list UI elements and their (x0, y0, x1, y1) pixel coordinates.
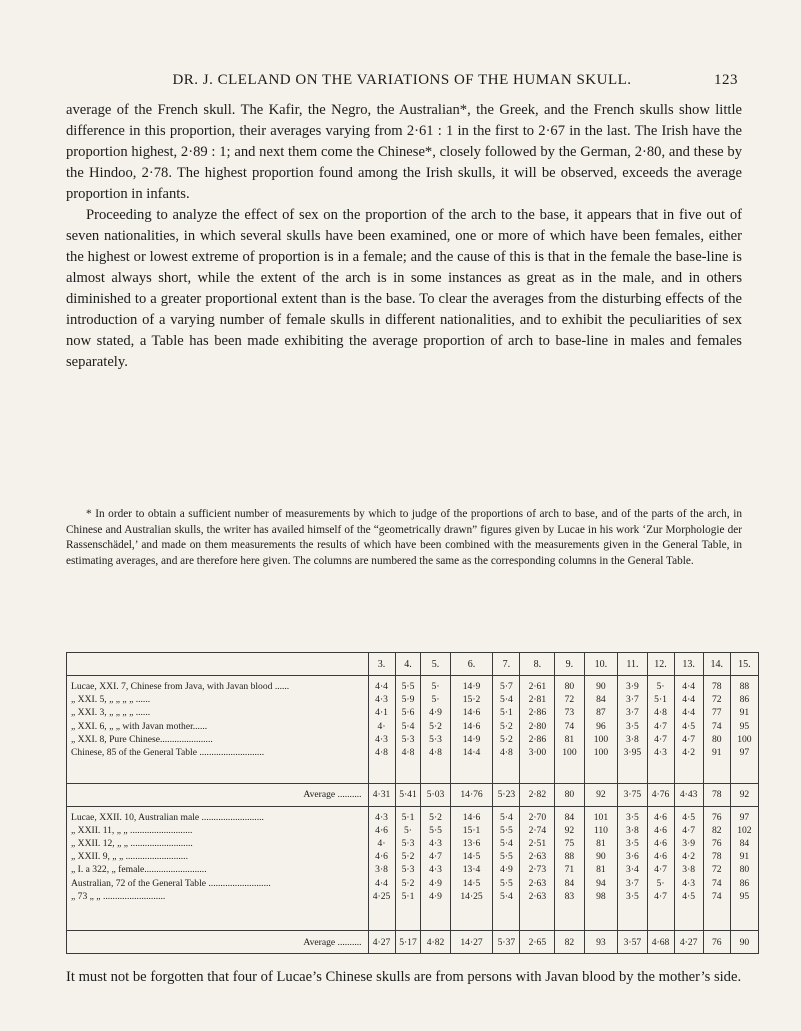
cell-value: 80 (712, 733, 722, 745)
value-cell (555, 676, 584, 784)
cell-value: 74 (712, 877, 722, 889)
value-cell (584, 676, 618, 784)
cell-value: 98 (596, 890, 606, 902)
cell-value: 97 (739, 747, 750, 759)
cell-value: 5·4 (500, 837, 513, 849)
cell-value: 5·2 (401, 851, 415, 863)
cell-value: 4·6 (654, 851, 667, 863)
value-cell (421, 676, 450, 784)
cell-value: 5·5 (500, 877, 513, 889)
row-label: „ XXI. 5, „ „ „ „ ...... (71, 694, 151, 706)
cell-value: 74 (564, 720, 575, 732)
cell-value: 88 (564, 851, 575, 863)
running-header (66, 72, 738, 89)
cell-value: 3·7 (626, 877, 639, 889)
body-text (66, 100, 742, 373)
column-header: 12. (647, 653, 674, 676)
cell-value: 2·81 (528, 694, 547, 706)
cell-value: 2·80 (528, 720, 547, 732)
average-value: 5·03 (421, 783, 450, 806)
cell-value: 3·5 (626, 720, 639, 732)
value-cell (450, 676, 493, 784)
average-value: 5·17 (395, 931, 421, 954)
cell-value: 4·3 (375, 811, 388, 823)
average-label: Average .......... (67, 931, 369, 954)
row-labels-cell (67, 806, 369, 930)
cell-value: 5·5 (500, 824, 513, 836)
value-cell (674, 806, 703, 930)
cell-value: 4·5 (682, 811, 696, 823)
cell-value: 14·9 (462, 681, 481, 692)
cell-value: 5·2 (429, 720, 442, 732)
cell-value: 91 (739, 707, 750, 719)
cell-value: 4·1 (375, 707, 388, 719)
cell-value: 2·70 (528, 811, 547, 823)
column-header: 8. (520, 653, 555, 676)
cell-value: 72 (712, 864, 722, 876)
cell-value: 97 (739, 811, 750, 823)
cell-value: 76 (712, 811, 722, 823)
cell-value: 15·2 (462, 694, 481, 706)
value-cell (703, 676, 730, 784)
cell-value: 100 (562, 747, 577, 759)
cell-value: 3·9 (682, 837, 696, 849)
cell-value: 4·9 (500, 864, 513, 876)
value-cell (395, 806, 421, 930)
cell-value: 5·3 (401, 864, 415, 876)
cell-value: 14·5 (462, 877, 481, 889)
cell-value: 14·6 (462, 707, 481, 719)
row-label: Lucae, XXII. 10, Australian male .......................... (71, 811, 264, 823)
average-value: 3·75 (618, 783, 647, 806)
cell-value: 4·3 (654, 747, 667, 759)
cell-value: 14·6 (462, 720, 481, 732)
cell-value: 4·4 (682, 694, 696, 706)
cell-value: 4·9 (429, 877, 442, 889)
cell-value: 77 (712, 707, 722, 719)
cell-value: 4·7 (654, 720, 667, 732)
cell-value: 2·86 (528, 707, 547, 719)
average-label: Average .......... (67, 783, 369, 806)
running-title: DR. J. CLELAND ON THE VARIATIONS OF THE HUMAN SKULL. (172, 72, 632, 88)
cell-value: 4·3 (375, 694, 388, 706)
cell-value: 4·8 (401, 747, 415, 759)
cell-value: 81 (596, 864, 606, 876)
cell-value: 5·7 (500, 681, 513, 692)
cell-value: 2·63 (528, 851, 547, 863)
cell-value: 5· (403, 824, 412, 836)
cell-value: 3·95 (623, 747, 642, 759)
cell-value: 14·5 (462, 851, 481, 863)
cell-value: 5·1 (500, 707, 513, 719)
cell-value: 5·1 (401, 811, 415, 823)
cell-value: 4·5 (682, 890, 696, 902)
cell-value: 4·5 (682, 720, 696, 732)
measurement-table (66, 652, 759, 954)
column-header: 13. (674, 653, 703, 676)
cell-value: 84 (564, 877, 575, 889)
cell-value: 4·7 (654, 733, 667, 745)
cell-value: 5·2 (500, 733, 513, 745)
row-label: „ XXI. 6, „ „ with Javan mother...... (71, 720, 208, 732)
row-label: „ I. a 322, „ female.......................... (71, 864, 207, 876)
cell-value: 2·74 (528, 824, 547, 836)
column-header: 6. (450, 653, 493, 676)
value-cell (493, 676, 520, 784)
row-label: Australian, 72 of the General Table .......................... (71, 877, 271, 889)
cell-value: 5·3 (401, 837, 415, 849)
paragraph: Proceeding to analyze the effect of sex on the proportion of the arch to the base, it appears that in five out of seven nationalities, in which several skulls have been examined, one or more of which have been females, either the highest or lowest extreme of proportion is in a female; and the cause of this is that in the female the base-line is almost always short, while the extent of the arch is in some instances as great as in the male, and in others diminished to a greater proportional extent than is the base. To clear the averages from the disturbing effects of the introduction of a varying number of female skulls in different nationalities, and to exhibit the peculiarities of sex now stated, a Table has been made exhibiting the average proportion of arch to base-line in males and females separately. (66, 207, 742, 370)
cell-value: 5·3 (401, 733, 415, 745)
cell-value: 4·7 (682, 824, 696, 836)
cell-value: 101 (593, 811, 609, 823)
cell-value: 4·7 (654, 864, 667, 876)
cell-value: 5·4 (401, 720, 415, 732)
page-number: 123 (714, 72, 738, 88)
cell-value: 92 (564, 824, 575, 836)
cell-value: 4·6 (654, 837, 667, 849)
cell-value: 95 (739, 720, 750, 732)
cell-value: 3·5 (626, 890, 639, 902)
average-value: 2·82 (520, 783, 555, 806)
cell-value: 13·4 (462, 864, 481, 876)
row-label: „ XXII. 9, „ „ .......................... (71, 851, 188, 863)
value-cell (584, 806, 618, 930)
value-cell (618, 806, 647, 930)
cell-value: 2·51 (528, 837, 547, 849)
cell-value: 84 (564, 811, 575, 823)
cell-value: 14·25 (460, 890, 483, 902)
average-value: 4·31 (368, 783, 395, 806)
cell-value: 3·6 (626, 851, 639, 863)
average-value: 5·23 (493, 783, 520, 806)
cell-value: 5·5 (401, 681, 415, 692)
cell-value: 3·8 (626, 733, 639, 745)
cell-value: 4·8 (375, 747, 388, 759)
column-header: 10. (584, 653, 618, 676)
cell-value: 4·7 (654, 890, 667, 902)
row-label: Chinese, 85 of the General Table ........................... (71, 747, 265, 759)
cell-value: 73 (564, 707, 575, 719)
cell-value: 3·5 (626, 837, 639, 849)
cell-value: 2·86 (528, 733, 547, 745)
value-cell (421, 806, 450, 930)
cell-value: 3·7 (626, 707, 639, 719)
cell-value: 78 (712, 681, 722, 692)
average-value: 4·68 (647, 931, 674, 954)
cell-value: 4·9 (429, 890, 442, 902)
cell-value: 4·7 (429, 851, 442, 863)
cell-value: 110 (593, 824, 608, 836)
header-row (67, 653, 759, 676)
cell-value: 102 (737, 824, 752, 836)
cell-value: 94 (596, 877, 606, 889)
cell-value: 5·1 (654, 694, 667, 706)
column-header: 7. (493, 653, 520, 676)
cell-value: 74 (712, 890, 722, 902)
cell-value: 4·4 (682, 681, 696, 692)
column-header: 15. (730, 653, 758, 676)
paragraph: average of the French skull. The Kafir, the Negro, the Australian*, the Greek, and the French skulls show little difference in this proportion, their averages varying from 2·61 : 1 in the first to 2·67 in the last. The Irish have the proportion highest, 2·89 : 1; and next them come the Chinese*, closely followed by the German, 2·80, and these by the Hindoo, 2·78. The highest proportion found among the Irish skulls, it will be observed, exceeds the average proportion in infants. (66, 102, 742, 202)
cell-value: 81 (564, 733, 575, 745)
average-value: 4·27 (674, 931, 703, 954)
cell-value: 4·25 (372, 890, 391, 902)
average-value: 4·76 (647, 783, 674, 806)
cell-value: 5·4 (500, 694, 513, 706)
closing-paragraph: It must not be forgotten that four of Lucae’s Chinese skulls are from persons with Javan blood by the mother’s side. (66, 969, 742, 985)
cell-value: 82 (712, 824, 722, 836)
cell-value: 90 (596, 851, 606, 863)
value-cell (555, 806, 584, 930)
cell-value: 4·4 (375, 681, 388, 692)
average-value: 92 (584, 783, 618, 806)
cell-value: 95 (739, 890, 750, 902)
cell-value: 5·2 (401, 877, 415, 889)
cell-value: 4·8 (429, 747, 442, 759)
value-cell (520, 676, 555, 784)
cell-value: 3·7 (626, 694, 639, 706)
cell-value: 4·3 (429, 837, 442, 849)
cell-value: 5·5 (500, 851, 513, 863)
chinese-group-row (67, 676, 759, 784)
australian-group-row (67, 806, 759, 930)
corner-cell (67, 653, 369, 676)
cell-value: 3·8 (375, 864, 388, 876)
row-label: „ XXII. 11, „ „ .......................... (71, 824, 193, 836)
average-value: 82 (555, 931, 584, 954)
average-value: 4·43 (674, 783, 703, 806)
cell-value: 86 (739, 694, 750, 706)
cell-value: 5·6 (401, 707, 415, 719)
cell-value: 2·61 (528, 681, 547, 692)
cell-value: 4·7 (682, 733, 696, 745)
cell-value: 4·3 (429, 864, 442, 876)
cell-value: 5·2 (500, 720, 513, 732)
cell-value: 4·3 (682, 877, 696, 889)
cell-value: 14·9 (462, 733, 481, 745)
value-cell (730, 676, 758, 784)
average-value: 4·27 (368, 931, 395, 954)
cell-value: 4·9 (429, 707, 442, 719)
cell-value: 5·1 (401, 890, 415, 902)
cell-value: 5·4 (500, 890, 513, 902)
cell-value: 4·2 (682, 851, 696, 863)
column-header: 3. (368, 653, 395, 676)
cell-value: 86 (739, 877, 750, 889)
cell-value: 5· (431, 694, 440, 706)
cell-value: 84 (739, 837, 750, 849)
row-label: „ XXII. 12, „ „ .......................... (71, 837, 193, 849)
cell-value: 3·8 (626, 824, 639, 836)
value-cell (618, 676, 647, 784)
cell-value: 72 (712, 694, 722, 706)
value-cell (368, 676, 395, 784)
cell-value: 2·73 (528, 864, 547, 876)
cell-value: 5· (431, 681, 440, 692)
cell-value: 76 (712, 837, 722, 849)
cell-value: 3·4 (626, 864, 639, 876)
cell-value: 3·8 (682, 864, 696, 876)
value-cell (647, 806, 674, 930)
cell-value: 88 (739, 681, 750, 692)
column-header: 4. (395, 653, 421, 676)
value-cell (674, 676, 703, 784)
cell-value: 83 (564, 890, 575, 902)
cell-value: 5· (656, 877, 665, 889)
cell-value: 71 (564, 864, 575, 876)
average-value: 92 (730, 783, 758, 806)
value-cell (703, 806, 730, 930)
row-label: Lucae, XXI. 7, Chinese from Java, with Javan blood ...... (71, 681, 290, 692)
cell-value: 81 (596, 837, 606, 849)
average-value: 3·57 (618, 931, 647, 954)
row-label: „ XXI. 3, „ „ „ „ ...... (71, 707, 151, 719)
data-table (66, 652, 759, 954)
cell-value: 4·4 (375, 877, 388, 889)
cell-value: 4·6 (375, 824, 388, 836)
cell-value: 13·6 (462, 837, 481, 849)
cell-value: 15·1 (462, 824, 481, 836)
average-value: 14·76 (450, 783, 493, 806)
average-value: 78 (703, 783, 730, 806)
cell-value: 3·5 (626, 811, 639, 823)
cell-value: 5·2 (429, 811, 442, 823)
average-value: 5·37 (493, 931, 520, 954)
average-row (67, 783, 759, 806)
cell-value: 14·6 (462, 811, 481, 823)
average-value: 80 (555, 783, 584, 806)
row-label: „ XXI. 8, Pure Chinese...................... (71, 733, 213, 745)
cell-value: 4·4 (682, 707, 696, 719)
row-labels-cell (67, 676, 369, 784)
cell-value: 5·3 (429, 733, 442, 745)
value-cell (520, 806, 555, 930)
cell-value: 80 (739, 864, 750, 876)
cell-value: 2·63 (528, 877, 547, 889)
cell-value: 74 (712, 720, 722, 732)
average-row (67, 931, 759, 954)
value-cell (450, 806, 493, 930)
cell-value: 4·2 (682, 747, 696, 759)
value-cell (395, 676, 421, 784)
cell-value: 75 (564, 837, 575, 849)
cell-value: 100 (737, 733, 752, 745)
average-value: 90 (730, 931, 758, 954)
cell-value: 4· (377, 837, 386, 849)
cell-value: 72 (564, 694, 575, 706)
value-cell (493, 806, 520, 930)
cell-value: 5·9 (401, 694, 415, 706)
cell-value: 91 (712, 747, 722, 759)
cell-value: 3·9 (626, 681, 639, 692)
cell-value: 4·6 (654, 824, 667, 836)
footnote: * In order to obtain a sufficient number of measurements by which to judge of the proportions of arch to base, and of the parts of the arch, in Chinese and Australian skulls, the writer has availed himself of the “geometrically drawn” figures given by Lucae in his work ‘Zur Morphologie der Rassenschädel,’ and made on them measurements the results of which have been combined with the measurements given in the General Table, in estimating averages, and are therefore here given. The columns are numbered the same as the corresponding columns in the General Table. (66, 508, 742, 567)
cell-value: 84 (596, 694, 606, 706)
cell-value: 5·4 (500, 811, 513, 823)
cell-value: 5· (656, 681, 665, 692)
average-value: 76 (703, 931, 730, 954)
cell-value: 96 (596, 720, 606, 732)
value-cell (730, 806, 758, 930)
cell-value: 14·4 (462, 747, 481, 759)
average-value: 93 (584, 931, 618, 954)
cell-value: 100 (593, 733, 609, 745)
cell-value: 4·8 (654, 707, 667, 719)
average-value: 5·41 (395, 783, 421, 806)
cell-value: 87 (596, 707, 606, 719)
column-header: 5. (421, 653, 450, 676)
cell-value: 5·5 (429, 824, 442, 836)
cell-value: 3·00 (528, 747, 547, 759)
value-cell (647, 676, 674, 784)
cell-value: 4·6 (375, 851, 388, 863)
row-label: „ 73 „ „ .......................... (71, 890, 166, 902)
column-header: 11. (618, 653, 647, 676)
cell-value: 4·3 (375, 733, 388, 745)
cell-value: 90 (596, 681, 606, 692)
average-value: 14·27 (450, 931, 493, 954)
cell-value: 4·6 (654, 811, 667, 823)
column-header: 9. (555, 653, 584, 676)
cell-value: 100 (593, 747, 609, 759)
cell-value: 2·63 (528, 890, 547, 902)
average-value: 2·65 (520, 931, 555, 954)
cell-value: 91 (739, 851, 750, 863)
cell-value: 78 (712, 851, 722, 863)
value-cell (368, 806, 395, 930)
cell-value: 4·8 (500, 747, 513, 759)
cell-value: 80 (564, 681, 575, 692)
average-value: 4·82 (421, 931, 450, 954)
column-header: 14. (703, 653, 730, 676)
cell-value: 4· (377, 720, 386, 732)
